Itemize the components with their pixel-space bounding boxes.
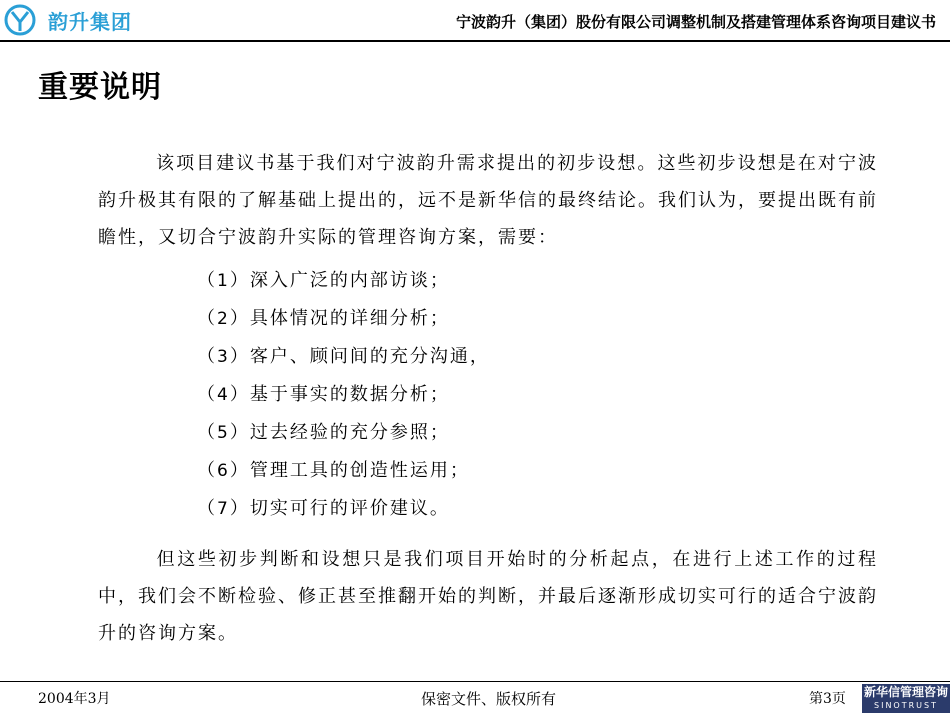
company-logo xyxy=(4,4,132,36)
list-item: （4）基于事实的数据分析； xyxy=(197,384,450,405)
list-item-number: 3 xyxy=(217,347,230,367)
list-item-text: 具体情况的详细分析； xyxy=(249,308,450,329)
list-item-text: 管理工具的创造性运用； xyxy=(249,460,470,481)
list-item-number: 4 xyxy=(217,385,230,405)
header xyxy=(0,0,950,44)
list-item-number: 1 xyxy=(217,271,230,291)
conclusion-paragraph xyxy=(98,541,878,652)
page-title: 重要说明 xyxy=(38,70,162,105)
yunsheng-logo-icon xyxy=(4,4,42,36)
conclusion-text: 但这些初步判断和设想只是我们项目开始时的分析起点，在进行上述工作的过程中，我们会不断检验、修正甚至推翻开始的判断，并最后逐渐形成切实可行的适合宁波韵升的咨询方案。 xyxy=(98,549,878,644)
logo-text: 韵升集团 xyxy=(48,9,132,34)
intro-paragraph xyxy=(98,145,878,256)
intro-text: 该项目建议书基于我们对宁波韵升需求提出的初步设想。这些初步设想是在对宁波韵升极其有限的了解基础上提出的，远不是新华信的最终结论。我们认为，要提出既有前瞻性，又切合宁波韵升实际的管理咨询方案，需要： xyxy=(98,153,878,248)
list-item: （7）切实可行的评价建议。 xyxy=(197,498,450,519)
sinotrust-logo-en: SINOTRUST xyxy=(874,701,938,710)
list-item-text: 深入广泛的内部访谈； xyxy=(249,270,450,291)
footer-divider xyxy=(0,681,950,682)
list-item: （5）过去经验的充分参照； xyxy=(197,422,450,443)
list-item-number: 2 xyxy=(217,309,230,329)
confidential-notice: 保密文件、版权所有 xyxy=(421,690,557,708)
list-item-number: 5 xyxy=(217,423,230,443)
page-number: 第3页 xyxy=(809,691,846,707)
sinotrust-logo xyxy=(862,684,950,713)
list-item-text: 切实可行的评价建议。 xyxy=(249,498,450,519)
sinotrust-logo-cn: 新华信管理咨询 xyxy=(863,685,948,699)
list-item: （3）客户、顾问间的充分沟通， xyxy=(197,346,490,367)
list-item: （2）具体情况的详细分析； xyxy=(197,308,450,329)
list-item: （1）深入广泛的内部访谈； xyxy=(197,270,450,291)
list-item-text: 过去经验的充分参照； xyxy=(249,422,450,443)
list-item-number: 6 xyxy=(217,461,230,481)
list-item-text: 基于事实的数据分析； xyxy=(249,384,450,405)
requirements-list xyxy=(197,262,490,528)
list-item-number: 7 xyxy=(217,499,230,519)
list-item: （6）管理工具的创造性运用； xyxy=(197,460,470,481)
document-header-title: 宁波韵升（集团）股份有限公司调整机制及搭建管理体系咨询项目建议书 xyxy=(455,13,936,31)
list-item-text: 客户、顾问间的充分沟通， xyxy=(249,346,490,367)
header-divider xyxy=(0,40,950,42)
footer-date: 2004年3月 xyxy=(38,691,111,707)
